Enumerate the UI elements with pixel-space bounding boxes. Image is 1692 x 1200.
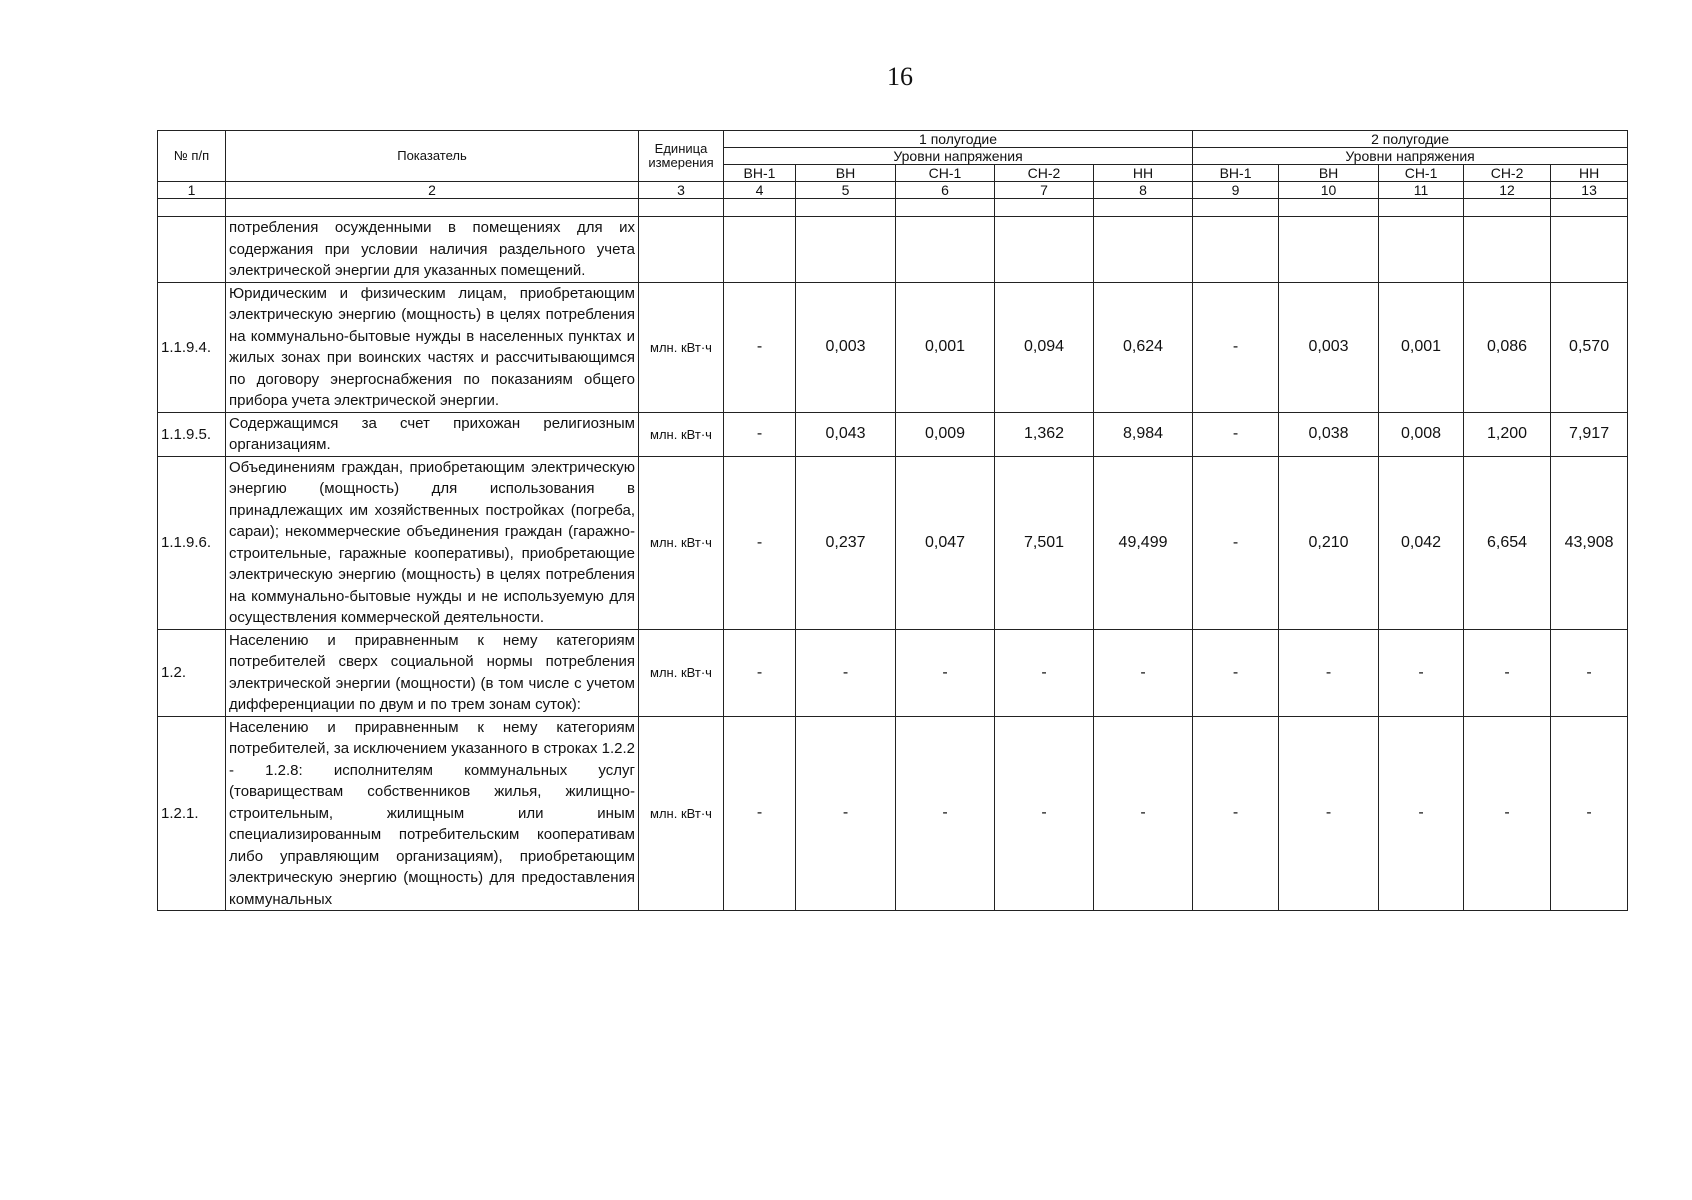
row-value [1551, 217, 1628, 283]
row-value: 0,003 [1279, 282, 1379, 412]
row-value [1464, 217, 1551, 283]
row-value: - [1551, 716, 1628, 911]
row-value: 0,008 [1379, 412, 1464, 456]
row-unit [639, 217, 724, 283]
empty-cell [1379, 199, 1464, 217]
header-unit: Единица измерения [639, 131, 724, 182]
header-level: НН [1094, 165, 1193, 182]
empty-cell [639, 199, 724, 217]
column-number: 13 [1551, 182, 1628, 199]
spacer-row [158, 199, 1628, 217]
column-number: 7 [995, 182, 1094, 199]
table-row [158, 629, 1628, 716]
row-value [896, 217, 995, 283]
header-level: ВН-1 [1193, 165, 1279, 182]
row-unit: млн. кВт·ч [639, 629, 724, 716]
row-value: - [796, 629, 896, 716]
row-unit: млн. кВт·ч [639, 456, 724, 629]
row-value: 1,362 [995, 412, 1094, 456]
row-value: 43,908 [1551, 456, 1628, 629]
row-value: 0,237 [796, 456, 896, 629]
row-value: 0,001 [1379, 282, 1464, 412]
row-indicator-text: Объединениям граждан, приобретающим электрическую энергию (мощность) для использования в принадлежащих им хозяйственных постройках (погреба, сараи); некоммерческие объединения граждан (гаражно-строительные, гаражные кооперативы), приобретающие электрическую энергию (мощность) в целях потребления на коммунально-бытовые нужды и не используемую для осуществления коммерческой деятельности. [226, 456, 639, 629]
header-indicator: Показатель [226, 131, 639, 182]
column-number: 3 [639, 182, 724, 199]
row-value: 0,001 [896, 282, 995, 412]
row-unit: млн. кВт·ч [639, 412, 724, 456]
row-value: - [1094, 716, 1193, 911]
row-unit: млн. кВт·ч [639, 716, 724, 911]
header-level: ВН-1 [724, 165, 796, 182]
row-value: - [1193, 456, 1279, 629]
header-level: НН [1551, 165, 1628, 182]
column-number: 12 [1464, 182, 1551, 199]
header-voltage-levels-2: Уровни напряжения [1193, 148, 1628, 165]
row-value: 0,043 [796, 412, 896, 456]
row-value [1193, 217, 1279, 283]
row-value: 7,917 [1551, 412, 1628, 456]
empty-cell [1279, 199, 1379, 217]
row-value: - [995, 629, 1094, 716]
row-value: 7,501 [995, 456, 1094, 629]
row-value: - [724, 716, 796, 911]
row-value: 1,200 [1464, 412, 1551, 456]
row-value: - [1551, 629, 1628, 716]
row-value [995, 217, 1094, 283]
empty-cell [158, 199, 226, 217]
row-value: - [1193, 412, 1279, 456]
column-number: 4 [724, 182, 796, 199]
row-value: - [1279, 629, 1379, 716]
row-value: - [1379, 716, 1464, 911]
row-value [1094, 217, 1193, 283]
row-value: 0,047 [896, 456, 995, 629]
column-number-row [158, 182, 1628, 199]
empty-cell [1094, 199, 1193, 217]
header-level: СН-1 [1379, 165, 1464, 182]
row-value: 0,042 [1379, 456, 1464, 629]
row-value: 8,984 [1094, 412, 1193, 456]
row-value: - [724, 282, 796, 412]
row-value: - [1464, 629, 1551, 716]
row-value: - [1464, 716, 1551, 911]
row-code: 1.1.9.5. [158, 412, 226, 456]
table-row [158, 217, 1628, 283]
header-num: № п/п [158, 131, 226, 182]
column-number: 1 [158, 182, 226, 199]
row-value: - [1094, 629, 1193, 716]
column-number: 5 [796, 182, 896, 199]
row-value: 0,038 [1279, 412, 1379, 456]
row-value: - [724, 412, 796, 456]
row-value [1279, 217, 1379, 283]
column-number: 11 [1379, 182, 1464, 199]
row-value: - [995, 716, 1094, 911]
row-value [1379, 217, 1464, 283]
header-level: СН-2 [1464, 165, 1551, 182]
header-level: ВН [796, 165, 896, 182]
row-code: 1.1.9.6. [158, 456, 226, 629]
row-value: - [1193, 716, 1279, 911]
row-value: - [724, 456, 796, 629]
row-code [158, 217, 226, 283]
header-level: СН-1 [896, 165, 995, 182]
row-unit: млн. кВт·ч [639, 282, 724, 412]
row-value: 0,086 [1464, 282, 1551, 412]
row-value: - [1193, 629, 1279, 716]
row-value: 0,624 [1094, 282, 1193, 412]
row-indicator-text: Содержащимся за счет прихожан религиозным организациям. [226, 412, 639, 456]
empty-cell [1193, 199, 1279, 217]
table-row [158, 282, 1628, 412]
column-number: 6 [896, 182, 995, 199]
header-voltage-levels-1: Уровни напряжения [724, 148, 1193, 165]
consumption-table [157, 130, 1628, 911]
row-value: 0,094 [995, 282, 1094, 412]
row-value: 0,009 [896, 412, 995, 456]
table-row [158, 716, 1628, 911]
row-value [724, 217, 796, 283]
row-indicator-text: Населению и приравненным к нему категориям потребителей, за исключением указанного в строках 1.2.2 - 1.2.8: исполнителям коммунальных услуг (товариществам собственников жилья, жилищно-строительным, жилищным или иным специализированным потребительским кооперативам либо управляющим организациям), приобретающим электрическую энергию (мощность) для предоставления коммунальных [226, 716, 639, 911]
empty-cell [226, 199, 639, 217]
row-code: 1.2. [158, 629, 226, 716]
row-value: - [896, 716, 995, 911]
header-half2: 2 полугодие [1193, 131, 1628, 148]
empty-cell [1464, 199, 1551, 217]
row-code: 1.2.1. [158, 716, 226, 911]
row-value: - [1193, 282, 1279, 412]
row-value: - [1379, 629, 1464, 716]
empty-cell [1551, 199, 1628, 217]
empty-cell [796, 199, 896, 217]
row-value: 0,570 [1551, 282, 1628, 412]
row-value: - [796, 716, 896, 911]
row-value: 0,210 [1279, 456, 1379, 629]
table-row [158, 412, 1628, 456]
empty-cell [896, 199, 995, 217]
column-number: 9 [1193, 182, 1279, 199]
empty-cell [724, 199, 796, 217]
row-value: - [896, 629, 995, 716]
column-number: 8 [1094, 182, 1193, 199]
page-number: 16 [887, 62, 913, 91]
table-row [158, 456, 1628, 629]
header-level: ВН [1279, 165, 1379, 182]
row-indicator-text: Юридическим и физическим лицам, приобретающим электрическую энергию (мощность) в целях потребления на коммунально-бытовые нужды в населенных пунктах и жилых зонах при воинских частях и рассчитывающимся по договору энергоснабжения по показаниям общего прибора учета электрической энергии. [226, 282, 639, 412]
row-indicator-text: Населению и приравненным к нему категориям потребителей сверх социальной нормы потребления электрической энергии (мощности) (в том числе с учетом дифференциации по двум и по трем зонам суток): [226, 629, 639, 716]
row-value: - [1279, 716, 1379, 911]
row-value: 6,654 [1464, 456, 1551, 629]
column-number: 10 [1279, 182, 1379, 199]
header-half1: 1 полугодие [724, 131, 1193, 148]
row-value: 49,499 [1094, 456, 1193, 629]
row-value [796, 217, 896, 283]
row-value: 0,003 [796, 282, 896, 412]
column-number: 2 [226, 182, 639, 199]
row-value: - [724, 629, 796, 716]
empty-cell [995, 199, 1094, 217]
row-code: 1.1.9.4. [158, 282, 226, 412]
header-level: СН-2 [995, 165, 1094, 182]
row-indicator-text: потребления осужденными в помещениях для их содержания при условии наличия раздельного учета электрической энергии для указанных помещений. [226, 217, 639, 283]
